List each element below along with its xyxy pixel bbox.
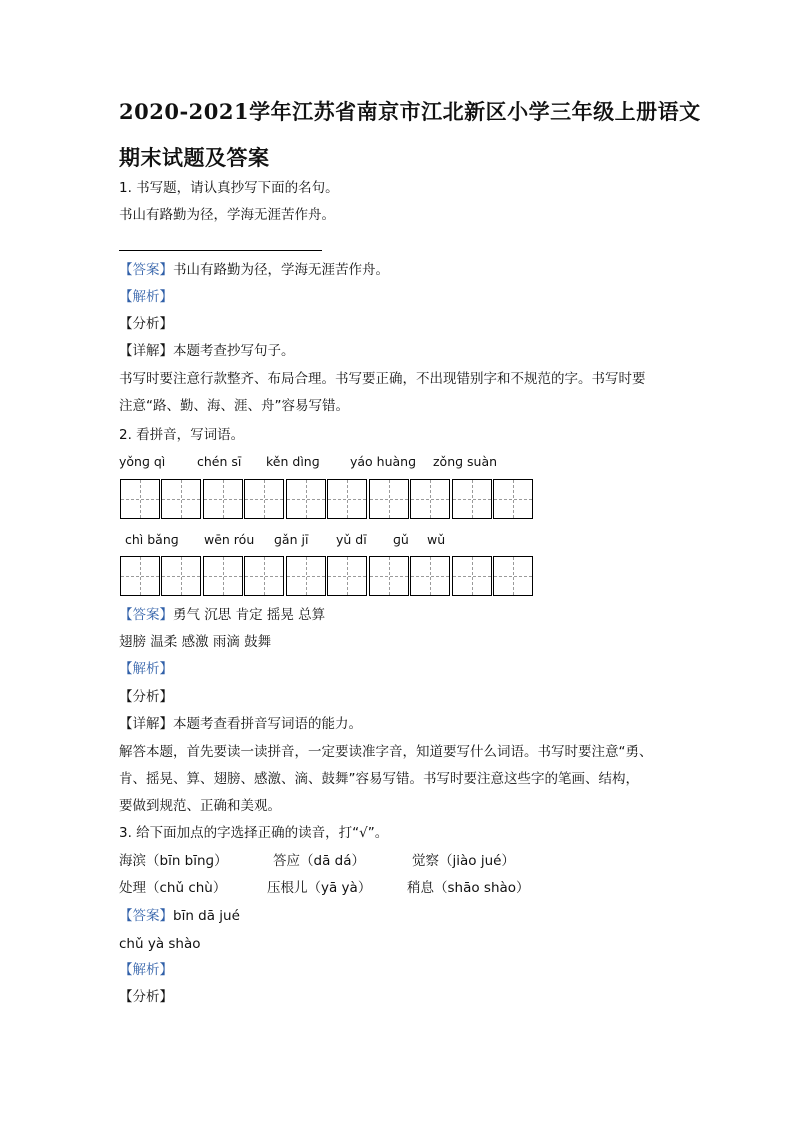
- writing-cell[interactable]: [410, 479, 450, 519]
- writing-cell[interactable]: [286, 479, 326, 519]
- q2-explain-line-2: 肯、摇晃、算、翅膀、感激、滴、鼓舞”容易写错。书写时要注意这些字的笔画、结构，: [119, 771, 639, 787]
- q2-explain-line-1: 解答本题，首先要读一读拼音，一定要读准字音，知道要写什么词语。书写时要注意“勇、: [119, 744, 653, 760]
- q2-pinyin-row-2: [119, 532, 539, 548]
- writing-cell[interactable]: [120, 479, 160, 519]
- pinyin-item: wēn róu: [204, 532, 255, 547]
- q1-sentence: 书山有路勤为径，学海无涯苦作舟。: [119, 207, 335, 223]
- q1-explain-line-1: 书写时要注意行款整齐、布局合理。书写要正确，不出现错别字和不规范的字。书写时要: [119, 371, 646, 387]
- answer-label: 【答案】: [119, 607, 173, 623]
- q1-answer-line: [119, 250, 322, 251]
- writing-cell[interactable]: [203, 556, 243, 596]
- q3-answer: [119, 907, 240, 925]
- pinyin-item: yáo huànɡ: [350, 454, 417, 469]
- pinyin-item: ɡǔ: [393, 532, 409, 547]
- q2-writing-grid-row-2[interactable]: [120, 556, 534, 596]
- writing-cell[interactable]: [493, 556, 533, 596]
- pinyin-item: chì bǎnɡ: [125, 532, 179, 547]
- q1-explain-line-2: 注意“路、勤、海、涯、舟”容易写错。: [119, 398, 349, 414]
- q2-fenxi-label: 【分析】: [119, 689, 173, 705]
- q2-explain-line-3: 要做到规范、正确和美观。: [119, 798, 281, 814]
- pinyin-item: chén sī: [197, 454, 242, 469]
- document-title-line-1: 2020-2021学年江苏省南京市江北新区小学三年级上册语文: [119, 99, 701, 124]
- q3-option: 压根儿（yā yà）: [267, 880, 372, 896]
- q1-xiangjie-text: 本题考查抄写句子。: [173, 343, 295, 359]
- writing-cell[interactable]: [327, 479, 367, 519]
- q3-jiexi-label: 【解析】: [119, 962, 173, 978]
- writing-cell[interactable]: [286, 556, 326, 596]
- q3-options-row-1: [119, 852, 549, 870]
- document-title-line-2: 期末试题及答案: [119, 145, 270, 170]
- pinyin-item: yǔ dī: [336, 532, 367, 547]
- writing-cell[interactable]: [244, 556, 284, 596]
- writing-cell[interactable]: [120, 556, 160, 596]
- writing-cell[interactable]: [369, 479, 409, 519]
- q3-option: 海滨（bīn bīnɡ）: [119, 853, 228, 869]
- writing-cell[interactable]: [410, 556, 450, 596]
- q3-answer-line-2: chǔ yà shào: [119, 936, 201, 952]
- writing-cell[interactable]: [452, 479, 492, 519]
- q2-answer-line-1: 勇气 沉思 肯定 摇晃 总算: [173, 607, 326, 623]
- xiangjie-label: 【详解】: [119, 716, 173, 732]
- answer-label: 【答案】: [119, 262, 173, 278]
- writing-cell[interactable]: [327, 556, 367, 596]
- pinyin-item: ɡǎn jī: [274, 532, 309, 547]
- q2-pinyin-row-1: [119, 454, 539, 470]
- xiangjie-label: 【详解】: [119, 343, 173, 359]
- q3-option: 觉察（jiào jué）: [412, 853, 515, 869]
- q3-fenxi-label: 【分析】: [119, 989, 173, 1005]
- q2-question: 2. 看拼音，写词语。: [119, 427, 245, 443]
- writing-cell[interactable]: [369, 556, 409, 596]
- q1-jiexi-label: 【解析】: [119, 289, 173, 305]
- q1-answer: [119, 261, 389, 279]
- writing-cell[interactable]: [493, 479, 533, 519]
- pinyin-item: kěn dìnɡ: [266, 454, 320, 469]
- q2-answer: [119, 606, 325, 624]
- writing-cell[interactable]: [203, 479, 243, 519]
- writing-cell[interactable]: [452, 556, 492, 596]
- q3-options-row-2: [119, 879, 549, 897]
- q1-xiangjie: [119, 342, 295, 360]
- q1-question: 1. 书写题，请认真抄写下面的名句。: [119, 180, 339, 196]
- writing-cell[interactable]: [161, 479, 201, 519]
- q2-xiangjie-text: 本题考查看拼音写词语的能力。: [173, 716, 362, 732]
- writing-cell[interactable]: [244, 479, 284, 519]
- pinyin-item: zǒnɡ suàn: [433, 454, 498, 469]
- pinyin-item: yǒnɡ qì: [119, 454, 166, 469]
- q2-jiexi-label: 【解析】: [119, 661, 173, 677]
- q3-option: 稍息（shāo shào）: [407, 880, 530, 896]
- pinyin-item: wǔ: [427, 532, 446, 547]
- writing-cell[interactable]: [161, 556, 201, 596]
- q3-option: 处理（chǔ chù）: [119, 880, 227, 896]
- answer-label: 【答案】: [119, 908, 173, 924]
- q2-answer-line-2: 翅膀 温柔 感激 雨滴 鼓舞: [119, 634, 272, 650]
- q1-answer-text: 书山有路勤为径，学海无涯苦作舟。: [173, 262, 389, 278]
- q1-fenxi-label: 【分析】: [119, 316, 173, 332]
- q3-option: 答应（dā dá）: [273, 853, 365, 869]
- q3-question: 3. 给下面加点的字选择正确的读音，打“√”。: [119, 825, 389, 841]
- q2-xiangjie: [119, 715, 362, 733]
- q3-answer-line-1: bīn dā jué: [173, 908, 240, 924]
- q2-writing-grid-row-1[interactable]: [120, 479, 534, 519]
